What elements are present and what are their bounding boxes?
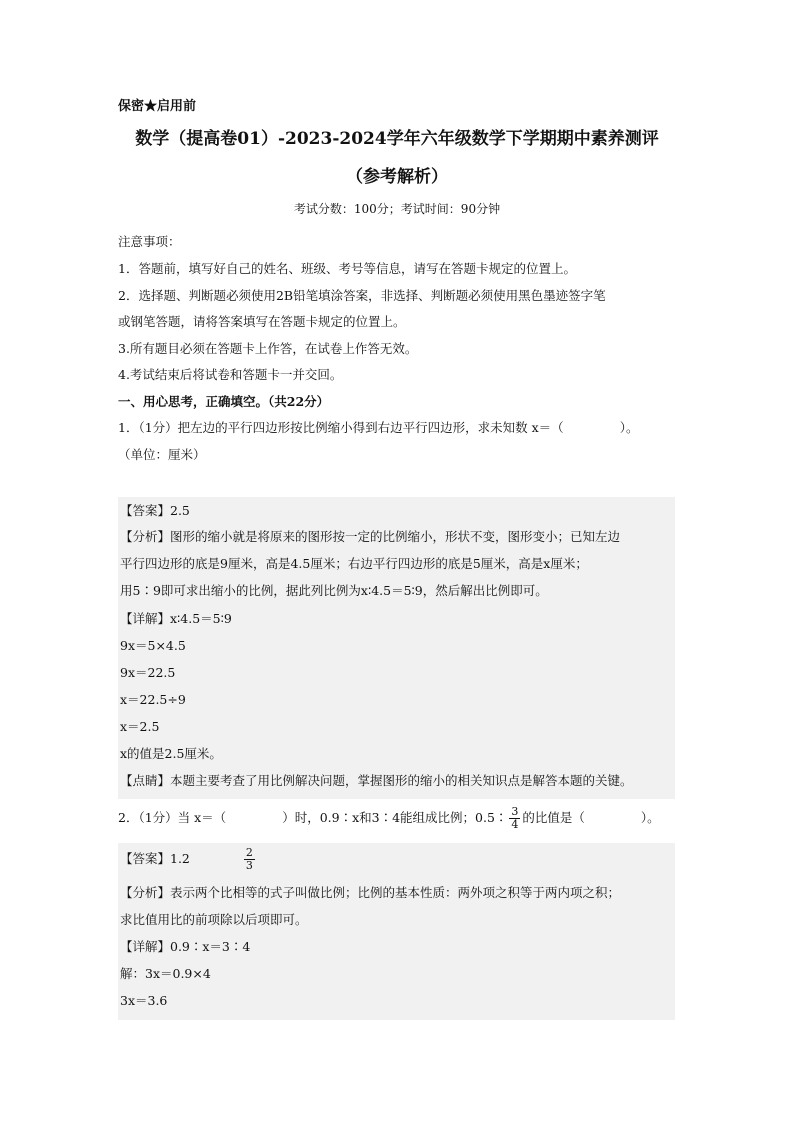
answer: 【答案】2.5 <box>120 503 190 518</box>
detail-line: x的值是2.5厘米。 <box>120 746 222 761</box>
fraction-numerator: 2 <box>245 846 253 859</box>
detail-line: 9x＝5×4.5 <box>120 638 186 653</box>
fraction-numerator: 3 <box>511 805 519 818</box>
notice-item: 或钢笔答题，请将答案填写在答题卡规定的位置上。 <box>118 314 406 329</box>
answer-label: 【答案】1.2 <box>120 851 190 866</box>
detail-line: 【详解】x∶4.5＝5∶9 <box>120 611 232 626</box>
fraction <box>509 806 520 831</box>
key-point: 【点睛】本题主要考查了用比例解决问题，掌握图形的缩小的相关知识点是解答本题的关键。 <box>120 773 633 788</box>
section-heading: 一、用心思考，正确填空。（共22分） <box>118 394 330 409</box>
question-1-unit: （单位：厘米） <box>118 447 206 462</box>
notice-heading: 注意事项： <box>118 234 181 249</box>
exam-meta: 考试分数：100分；考试时间：90分钟 <box>293 202 501 216</box>
notice-item: 2．选择题、判断题必须使用2B铅笔填涂答案，非选择、判断题必须使用黑色墨迹签字笔 <box>118 288 606 303</box>
question-2-text-tail: 的比值是（ <box>522 810 585 825</box>
detail-line: 【详解】0.9∶x＝3∶4 <box>120 939 251 954</box>
question-1-end: ）。 <box>619 420 639 435</box>
detail-line: x＝22.5÷9 <box>120 692 186 707</box>
analysis-line: 用5∶9即可求出缩小的比例，据此列比例为x∶4.5＝5∶9，然后解出比例即可。 <box>120 583 548 598</box>
question-2-text: 2．（1分）当 x＝（ <box>118 810 227 825</box>
notice-item: 1．答题前，填写好自己的姓名、班级、考号等信息，请写在答题卡规定的位置上。 <box>118 261 576 276</box>
notice-item: 4.考试结束后将试卷和答题卡一并交回。 <box>118 367 343 382</box>
analysis-line: 求比值用比的前项除以后项即可。 <box>120 912 308 927</box>
question-2-end: ）。 <box>640 810 660 825</box>
question-1-text: 1．（1分）把左边的平行四边形按比例缩小得到右边平行四边形，求未知数 x＝（ <box>118 420 564 435</box>
question-2-text-mid: ）时，0.9∶x和3∶4能组成比例；0.5∶ <box>282 810 508 825</box>
analysis-line: 平行四边形的底是9厘米，高是4.5厘米；右边平行四边形的底是5厘米，高是x厘米； <box>120 556 588 571</box>
notice-item: 3.所有题目必须在答题卡上作答，在试卷上作答无效。 <box>118 341 418 356</box>
solution-box-2 <box>118 843 675 1020</box>
detail-line: 9x＝22.5 <box>120 665 176 680</box>
detail-line: x＝2.5 <box>120 719 160 734</box>
analysis-line: 【分析】图形的缩小就是将原来的图形按一定的比例缩小，形状不变，图形变小；已知左边 <box>120 529 621 544</box>
question-1 <box>118 418 638 436</box>
answer <box>120 847 257 872</box>
answer-fraction <box>244 847 255 872</box>
page-subtitle: （参考解析） <box>346 167 448 187</box>
page-title: 数学（提高卷01）-2023-2024学年六年级数学下学期期中素养测评 <box>135 129 659 149</box>
question-2 <box>118 806 660 831</box>
fraction-denominator: 3 <box>245 859 253 872</box>
solution-box-1 <box>118 497 675 799</box>
analysis-line: 【分析】表示两个比相等的式子叫做比例；比例的基本性质：两外项之积等于两内项之积； <box>120 885 621 900</box>
detail-line: 解：3x＝0.9×4 <box>120 966 211 981</box>
fraction-denominator: 4 <box>511 818 519 831</box>
detail-line: 3x＝3.6 <box>120 993 168 1008</box>
confidential-label: 保密★启用前 <box>118 99 197 114</box>
